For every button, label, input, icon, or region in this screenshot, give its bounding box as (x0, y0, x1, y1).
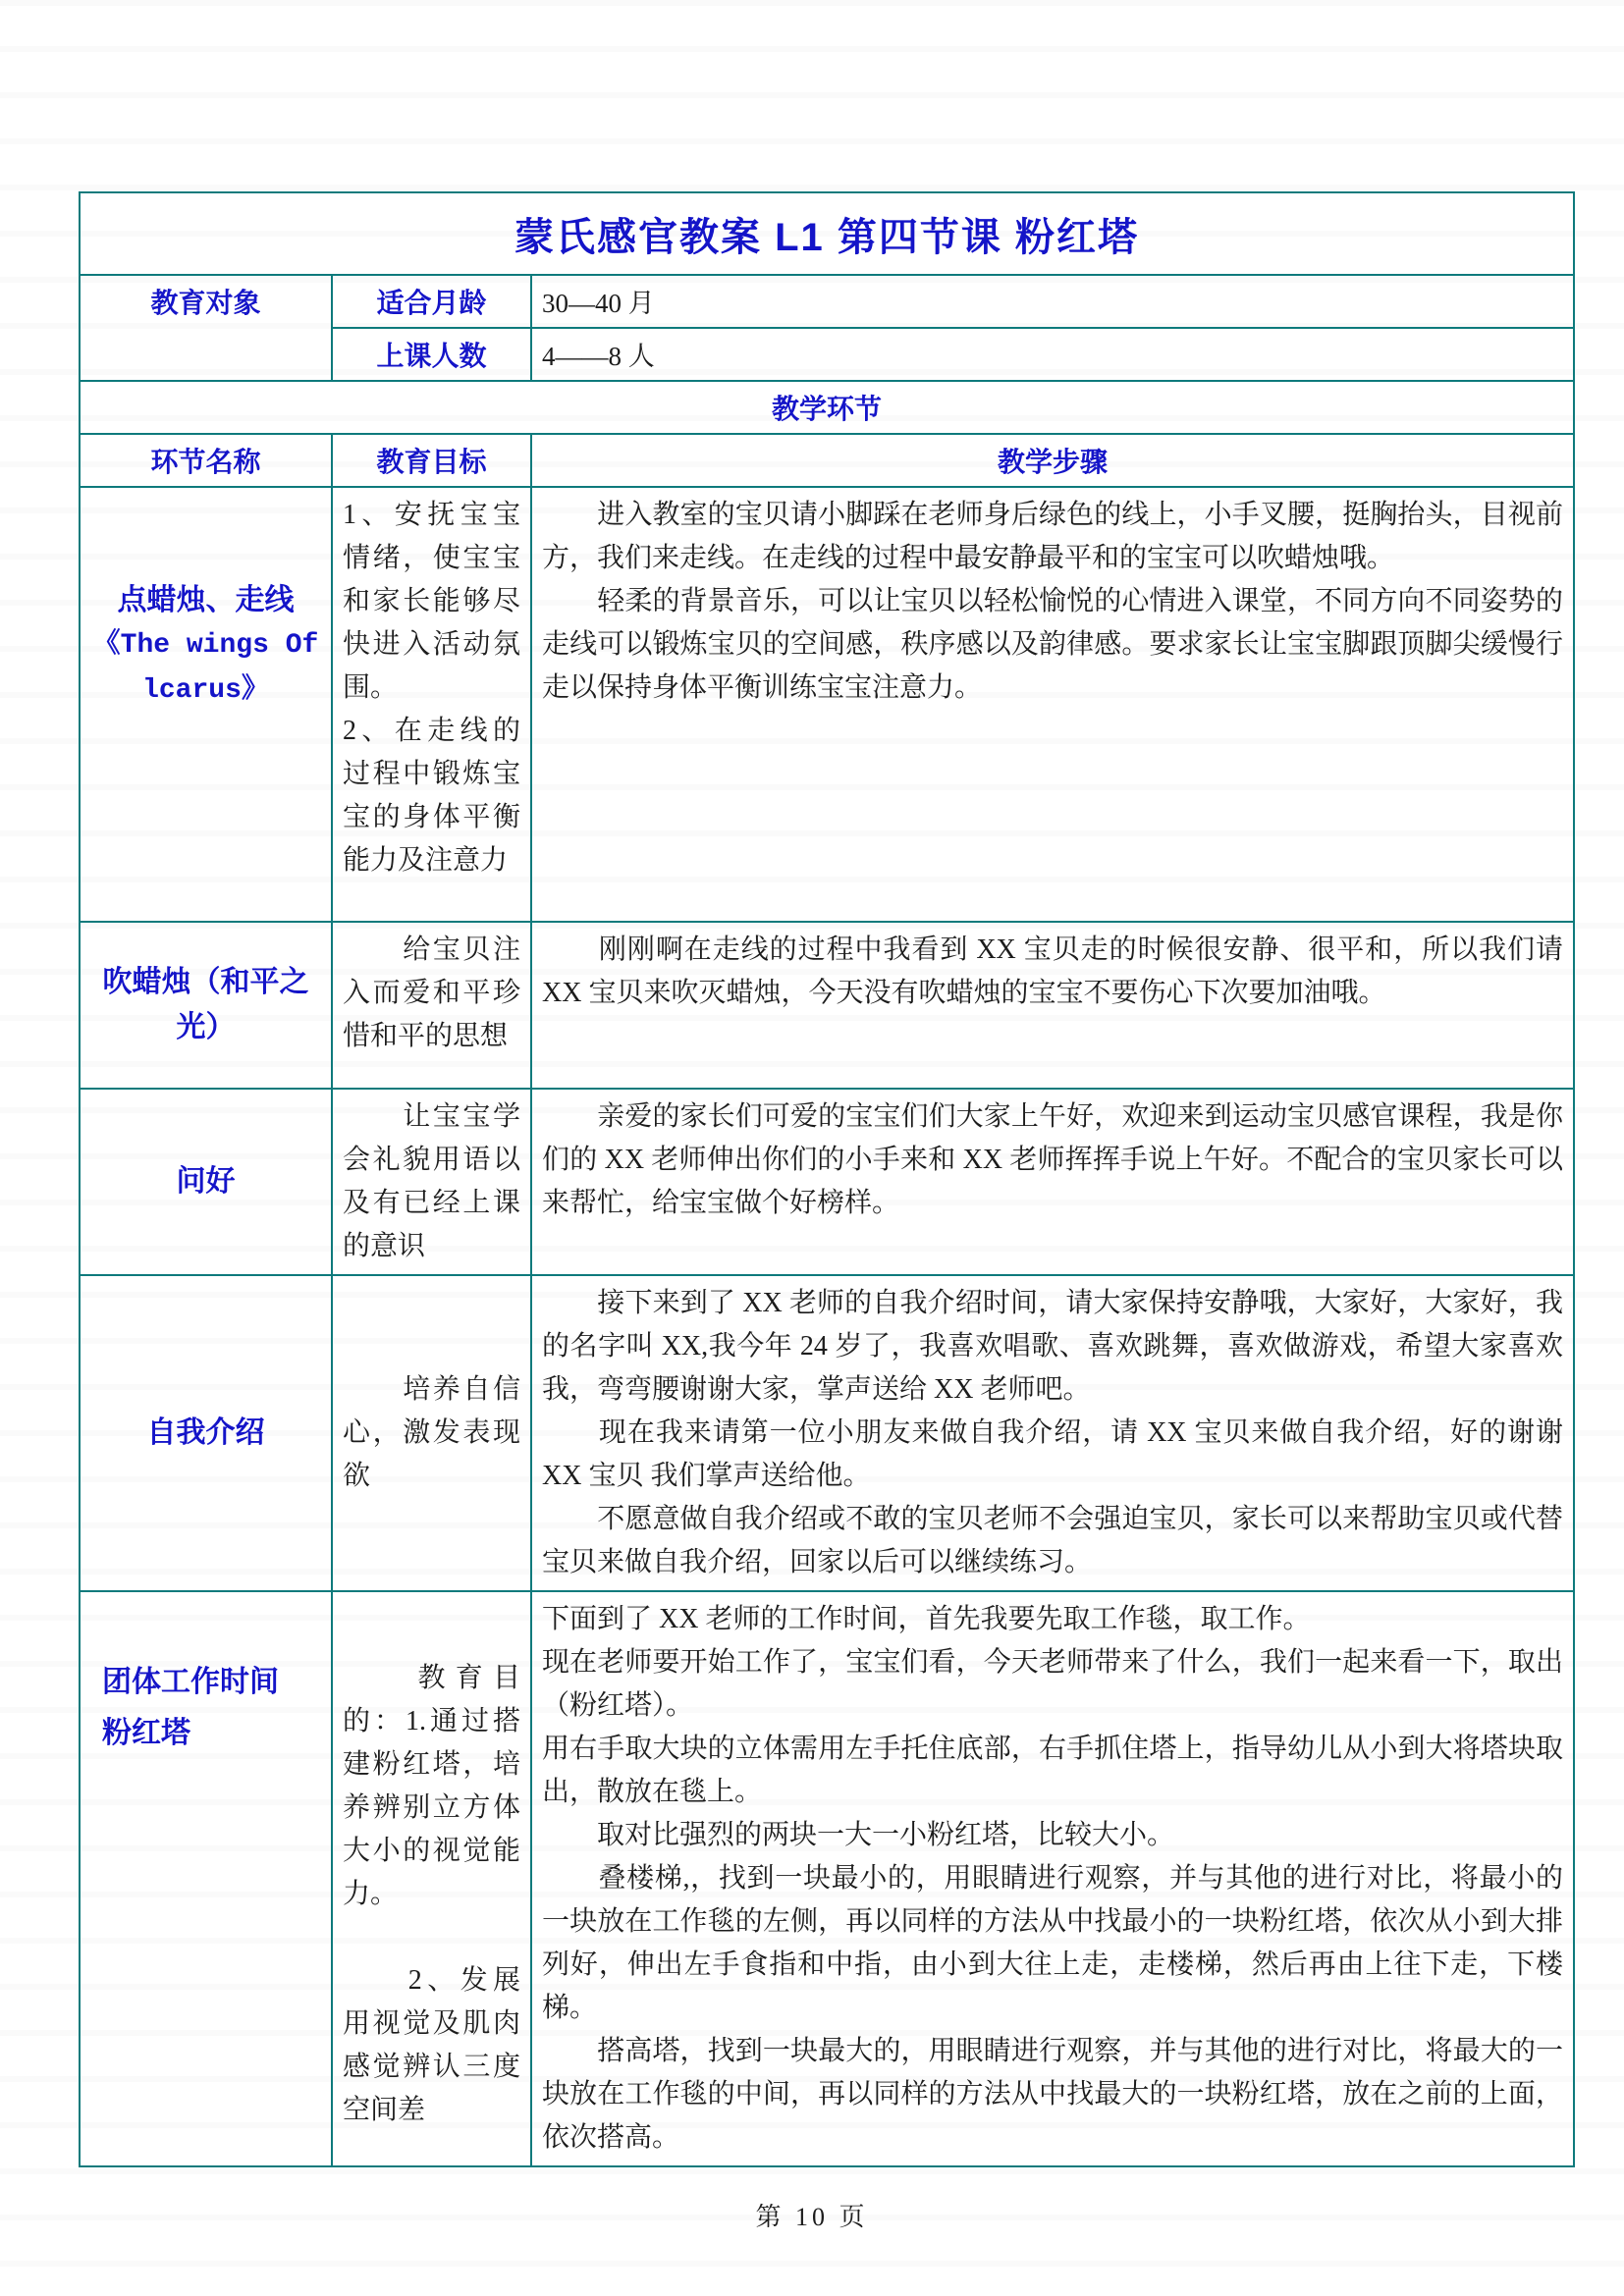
audience-label: 教育对象 (80, 275, 332, 381)
steps-paragraph: 进入教室的宝贝请小脚踩在老师身后绿色的线上，小手叉腰，挺胸抬头，目视前方，我们来走线。在走线的过程中最安静最平和的宝宝可以吹蜡烛哦。 (542, 500, 1563, 573)
steps-paragraph: 取对比强烈的两块一大一小粉红塔，比较大小。 (542, 1820, 1175, 1850)
title-row (80, 192, 1574, 275)
steps-paragraph: 叠楼梯,，找到一块最小的，用眼睛进行观察，并与其他的进行对比，将最小的一块放在工作毯的左侧，再以同样的方法从中找最小的一块粉红塔，依次从小到大排列好，伸出左手食指和中指，由小到大往上走，走楼梯，然后再由上往下走，下楼梯。 (542, 1863, 1563, 2023)
goal-cell (332, 922, 531, 1089)
stage-name-cell (80, 1089, 332, 1275)
table-row-group-work-pink-tower (80, 1591, 1574, 2166)
goal-cell (332, 487, 531, 922)
stage-name-line-english: 《The wings Of (92, 630, 319, 661)
column-header-row (80, 434, 1574, 487)
steps-paragraph: 下面到了 XX 老师的工作时间，首先我要先取工作毯，取工作。 (542, 1604, 1311, 1634)
steps-paragraph: 亲爱的家长们可爱的宝宝们们大家上午好，欢迎来到运动宝贝感官课程，我是你们的 XX 老师伸出你们的小手来和 XX 老师挥挥手说上午好。不配合的宝贝家长可以来帮忙，给宝宝做个好榜样。 (542, 1101, 1563, 1218)
steps-cell (531, 1591, 1574, 2166)
goal-paragraph: 培养自信心，激发表现欲 (343, 1374, 520, 1491)
goal-paragraph: 让宝宝学会礼貌用语以及有已经上课的意识 (343, 1101, 520, 1261)
column-header-goal: 教育目标 (332, 434, 531, 487)
stage-name-line: 点蜡烛、走线 (117, 584, 295, 616)
lesson-plan-table (79, 191, 1575, 2167)
steps-cell (531, 922, 1574, 1089)
column-header-steps: 教学步骤 (531, 434, 1574, 487)
goal-paragraph: 2、在走线的过程中锻炼宝宝的身体平衡能力及注意力 (343, 716, 520, 876)
page-number: 第 10 页 (755, 2203, 869, 2231)
table-row-greeting (80, 1089, 1574, 1275)
goal-paragraph: 教育目的：1.通过搭建粉红塔，培养辨别立方体大小的视觉能力。 (343, 1663, 520, 1909)
goal-cell (332, 1089, 531, 1275)
stage-name-cell (80, 487, 332, 922)
steps-paragraph: 现在老师要开始工作了，宝宝们看，今天老师带来了什么，我们一起来看一下，取出（粉红塔）。 (542, 1647, 1563, 1721)
age-range-label: 适合月龄 (332, 275, 531, 328)
table-row-blow-candle (80, 922, 1574, 1089)
stage-name-line: 光） (176, 1011, 236, 1043)
column-header-name: 环节名称 (80, 434, 332, 487)
goal-cell (332, 1275, 531, 1591)
stage-name-line: 团体工作时间 (102, 1666, 279, 1698)
stage-name-line: 吹蜡烛（和平之 (102, 966, 309, 998)
meta-row-age (80, 275, 1574, 328)
stage-name-line: 粉红塔 (102, 1717, 190, 1749)
class-size-label: 上课人数 (332, 328, 531, 381)
stage-name-line: 自我介绍 (146, 1416, 265, 1449)
stage-name-cell (80, 922, 332, 1089)
stage-name-line-english: lcarus》 (142, 675, 269, 706)
steps-paragraph: 不愿意做自我介绍或不敢的宝贝老师不会强迫宝贝，家长可以来帮助宝贝或代替宝贝来做自我介绍，回家以后可以继续练习。 (542, 1504, 1563, 1577)
goal-cell (332, 1591, 531, 2166)
steps-cell (531, 1089, 1574, 1275)
steps-paragraph: 用右手取大块的立体需用左手托住底部，右手抓住塔上，指导幼儿从小到大将塔块取出，散放在毯上。 (542, 1734, 1563, 1807)
class-size-value: 4——8 人 (531, 328, 1574, 381)
steps-paragraph: 刚刚啊在走线的过程中我看到 XX 宝贝走的时候很安静、很平和，所以我们请 XX 宝贝来吹灭蜡烛，今天没有吹蜡烛的宝宝不要伤心下次要加油哦。 (542, 934, 1570, 1008)
goal-paragraph: 2、发展用视觉及肌肉感觉辨认三度空间差 (343, 1965, 520, 2125)
steps-paragraph: 轻柔的背景音乐，可以让宝贝以轻松愉悦的心情进入课堂，不同方向不同姿势的走线可以锻炼宝贝的空间感，秩序感以及韵律感。要求家长让宝宝脚跟顶脚尖缓慢行走以保持身体平衡训练宝宝注意力。 (542, 586, 1563, 703)
table-row-self-introduction (80, 1275, 1574, 1591)
section-header-row (80, 381, 1574, 434)
goal-paragraph: 1、安抚宝宝情绪，使宝宝和家长能够尽快进入活动氛围。 (343, 500, 520, 703)
goal-paragraph: 给宝贝注入而爱和平珍惜和平的思想 (343, 934, 520, 1051)
steps-cell (531, 1275, 1574, 1591)
steps-paragraph: 接下来到了 XX 老师的自我介绍时间，请大家保持安静哦，大家好，大家好，我的名字叫 XX,我今年 24 岁了，我喜欢唱歌、喜欢跳舞，喜欢做游戏，希望大家喜欢我，弯弯腰谢谢大家，掌声送给 XX 老师吧。 (542, 1288, 1563, 1405)
stage-name-cell (80, 1591, 332, 2166)
section-header: 教学环节 (80, 381, 1574, 434)
steps-paragraph: 现在我来请第一位小朋友来做自我介绍，请 XX 宝贝来做自我介绍，好的谢谢 XX 宝贝 我们掌声送给他。 (542, 1417, 1570, 1491)
age-range-value: 30—40 月 (531, 275, 1574, 328)
document-title: 蒙氏感官教案 L1 第四节课 粉红塔 (514, 215, 1140, 259)
stage-name-line: 问好 (176, 1165, 236, 1198)
stage-name-cell (80, 1275, 332, 1591)
table-row-candle-walking (80, 487, 1574, 922)
steps-cell (531, 487, 1574, 922)
steps-paragraph: 搭高塔，找到一块最大的，用眼睛进行观察，并与其他的进行对比，将最大的一块放在工作毯的中间，再以同样的方法从中找最大的一块粉红塔，放在之前的上面，依次搭高。 (542, 2036, 1563, 2153)
